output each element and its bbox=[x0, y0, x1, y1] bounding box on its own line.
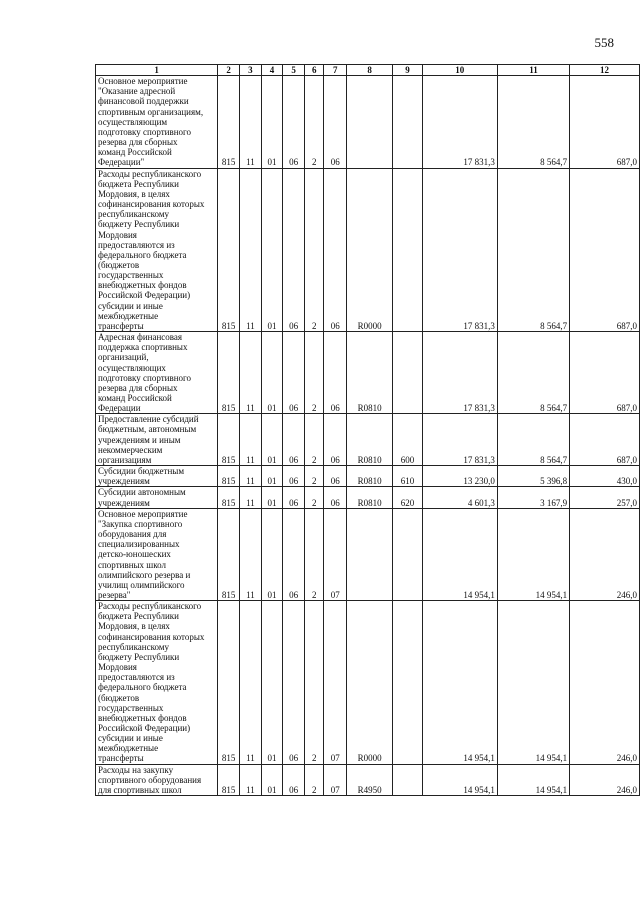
cell-program: 06 bbox=[283, 76, 305, 168]
cell-amount-federal: 8 564,7 bbox=[497, 332, 569, 414]
column-header: 1 bbox=[96, 65, 218, 76]
cell-expense-type: 620 bbox=[393, 487, 422, 508]
cell-expense-type bbox=[393, 508, 422, 600]
cell-subsection: 01 bbox=[261, 764, 283, 795]
cell-event: 06 bbox=[324, 168, 347, 332]
cell-subprogram: 2 bbox=[304, 487, 324, 508]
column-header: 11 bbox=[497, 65, 569, 76]
cell-section: 11 bbox=[240, 764, 262, 795]
cell-amount-federal: 14 954,1 bbox=[497, 601, 569, 765]
cell-section: 11 bbox=[240, 414, 262, 466]
cell-amount-federal: 8 564,7 bbox=[497, 168, 569, 332]
cell-ministry-code: 815 bbox=[218, 466, 240, 487]
row-name: Расходы республиканского бюджета Республики Мордовия, в целях софинансирования которых республиканскому бюджету Республики Мордовия предоставляются из федерального бюджета (бюджетов государственных внебюджетных фондов Российской Федерации) субсидии и иные межбюджетные трансферты bbox=[96, 601, 218, 765]
cell-amount-total: 17 831,3 bbox=[422, 414, 497, 466]
cell-section: 11 bbox=[240, 332, 262, 414]
cell-subsection: 01 bbox=[261, 168, 283, 332]
cell-subsection: 01 bbox=[261, 601, 283, 765]
cell-subprogram: 2 bbox=[304, 168, 324, 332]
column-header: 5 bbox=[283, 65, 305, 76]
cell-amount-total: 13 230,0 bbox=[422, 466, 497, 487]
cell-direction: R0810 bbox=[347, 466, 393, 487]
cell-subsection: 01 bbox=[261, 414, 283, 466]
table-row bbox=[96, 601, 640, 765]
cell-direction: R0810 bbox=[347, 332, 393, 414]
table-row bbox=[96, 414, 640, 466]
column-header: 12 bbox=[570, 65, 640, 76]
column-header: 4 bbox=[261, 65, 283, 76]
column-header: 10 bbox=[422, 65, 497, 76]
table-header-row bbox=[96, 65, 640, 76]
row-name: Предоставление субсидий бюджетным, автономным учреждениям и иным некоммерческим организациям bbox=[96, 414, 218, 466]
cell-direction bbox=[347, 76, 393, 168]
page-number: 558 bbox=[594, 35, 614, 50]
cell-ministry-code: 815 bbox=[218, 168, 240, 332]
column-header: 8 bbox=[347, 65, 393, 76]
cell-subprogram: 2 bbox=[304, 76, 324, 168]
cell-ministry-code: 815 bbox=[218, 414, 240, 466]
cell-subprogram: 2 bbox=[304, 601, 324, 765]
cell-amount-republic: 246,0 bbox=[570, 764, 640, 795]
cell-subsection: 01 bbox=[261, 332, 283, 414]
cell-event: 07 bbox=[324, 508, 347, 600]
column-header: 7 bbox=[324, 65, 347, 76]
cell-section: 11 bbox=[240, 76, 262, 168]
column-header: 2 bbox=[218, 65, 240, 76]
cell-amount-republic: 430,0 bbox=[570, 466, 640, 487]
cell-event: 07 bbox=[324, 601, 347, 765]
cell-event: 06 bbox=[324, 414, 347, 466]
cell-section: 11 bbox=[240, 466, 262, 487]
cell-expense-type bbox=[393, 76, 422, 168]
cell-amount-republic: 687,0 bbox=[570, 168, 640, 332]
cell-amount-republic: 246,0 bbox=[570, 508, 640, 600]
cell-expense-type bbox=[393, 168, 422, 332]
cell-event: 06 bbox=[324, 487, 347, 508]
cell-amount-total: 17 831,3 bbox=[422, 168, 497, 332]
cell-expense-type: 610 bbox=[393, 466, 422, 487]
cell-section: 11 bbox=[240, 487, 262, 508]
cell-amount-republic: 257,0 bbox=[570, 487, 640, 508]
cell-direction bbox=[347, 508, 393, 600]
cell-ministry-code: 815 bbox=[218, 76, 240, 168]
cell-subprogram: 2 bbox=[304, 332, 324, 414]
cell-program: 06 bbox=[283, 332, 305, 414]
row-name: Субсидии бюджетным учреждениям bbox=[96, 466, 218, 487]
cell-program: 06 bbox=[283, 466, 305, 487]
cell-subprogram: 2 bbox=[304, 466, 324, 487]
cell-program: 06 bbox=[283, 601, 305, 765]
column-header: 9 bbox=[393, 65, 422, 76]
row-name: Субсидии автономным учреждениям bbox=[96, 487, 218, 508]
cell-subprogram: 2 bbox=[304, 764, 324, 795]
table-row bbox=[96, 466, 640, 487]
cell-direction: R0000 bbox=[347, 601, 393, 765]
cell-amount-total: 14 954,1 bbox=[422, 508, 497, 600]
cell-ministry-code: 815 bbox=[218, 508, 240, 600]
cell-section: 11 bbox=[240, 168, 262, 332]
cell-subsection: 01 bbox=[261, 76, 283, 168]
cell-amount-total: 14 954,1 bbox=[422, 601, 497, 765]
cell-direction: R0000 bbox=[347, 168, 393, 332]
cell-subsection: 01 bbox=[261, 508, 283, 600]
row-name: Расходы на закупку спортивного оборудования для спортивных школ bbox=[96, 764, 218, 795]
cell-amount-federal: 3 167,9 bbox=[497, 487, 569, 508]
cell-amount-federal: 14 954,1 bbox=[497, 508, 569, 600]
column-header: 3 bbox=[240, 65, 262, 76]
cell-subprogram: 2 bbox=[304, 414, 324, 466]
cell-amount-federal: 5 396,8 bbox=[497, 466, 569, 487]
cell-section: 11 bbox=[240, 508, 262, 600]
cell-direction: R4950 bbox=[347, 764, 393, 795]
row-name: Адресная финансовая поддержка спортивных организаций, осуществляющих подготовку спортивного резерва для сборных команд Российской Федерации bbox=[96, 332, 218, 414]
cell-program: 06 bbox=[283, 487, 305, 508]
cell-expense-type bbox=[393, 332, 422, 414]
column-header: 6 bbox=[304, 65, 324, 76]
cell-program: 06 bbox=[283, 414, 305, 466]
table-row bbox=[96, 508, 640, 600]
budget-table bbox=[95, 64, 640, 796]
cell-amount-total: 17 831,3 bbox=[422, 76, 497, 168]
cell-event: 06 bbox=[324, 466, 347, 487]
table-row bbox=[96, 76, 640, 168]
cell-subsection: 01 bbox=[261, 487, 283, 508]
cell-section: 11 bbox=[240, 601, 262, 765]
cell-amount-total: 17 831,3 bbox=[422, 332, 497, 414]
cell-expense-type bbox=[393, 764, 422, 795]
cell-amount-federal: 8 564,7 bbox=[497, 76, 569, 168]
table-row bbox=[96, 332, 640, 414]
cell-direction: R0810 bbox=[347, 414, 393, 466]
cell-expense-type: 600 bbox=[393, 414, 422, 466]
cell-subsection: 01 bbox=[261, 466, 283, 487]
cell-subprogram: 2 bbox=[304, 508, 324, 600]
table-row bbox=[96, 764, 640, 795]
cell-event: 06 bbox=[324, 332, 347, 414]
cell-event: 07 bbox=[324, 764, 347, 795]
table-row bbox=[96, 487, 640, 508]
cell-amount-total: 4 601,3 bbox=[422, 487, 497, 508]
cell-direction: R0810 bbox=[347, 487, 393, 508]
row-name: Основное мероприятие "Оказание адресной финансовой поддержки спортивным организациям, осуществляющим подготовку спортивного резерва для сборных команд Российской Федерации" bbox=[96, 76, 218, 168]
cell-amount-republic: 687,0 bbox=[570, 76, 640, 168]
row-name: Основное мероприятие "Закупка спортивного оборудования для специализированных детско-юношеских спортивных школ олимпийского резерва и училищ олимпийского резерва" bbox=[96, 508, 218, 600]
cell-expense-type bbox=[393, 601, 422, 765]
cell-ministry-code: 815 bbox=[218, 487, 240, 508]
cell-amount-total: 14 954,1 bbox=[422, 764, 497, 795]
cell-amount-republic: 687,0 bbox=[570, 332, 640, 414]
cell-amount-republic: 687,0 bbox=[570, 414, 640, 466]
row-name: Расходы республиканского бюджета Республики Мордовия, в целях софинансирования которых республиканскому бюджету Республики Мордовия предоставляются из федерального бюджета (бюджетов государственных внебюджетных фондов Российской Федерации) субсидии и иные межбюджетные трансферты bbox=[96, 168, 218, 332]
table-row bbox=[96, 168, 640, 332]
cell-program: 06 bbox=[283, 508, 305, 600]
cell-amount-republic: 246,0 bbox=[570, 601, 640, 765]
cell-ministry-code: 815 bbox=[218, 764, 240, 795]
cell-amount-federal: 8 564,7 bbox=[497, 414, 569, 466]
cell-event: 06 bbox=[324, 76, 347, 168]
cell-amount-federal: 14 954,1 bbox=[497, 764, 569, 795]
cell-ministry-code: 815 bbox=[218, 332, 240, 414]
cell-program: 06 bbox=[283, 168, 305, 332]
cell-program: 06 bbox=[283, 764, 305, 795]
cell-ministry-code: 815 bbox=[218, 601, 240, 765]
